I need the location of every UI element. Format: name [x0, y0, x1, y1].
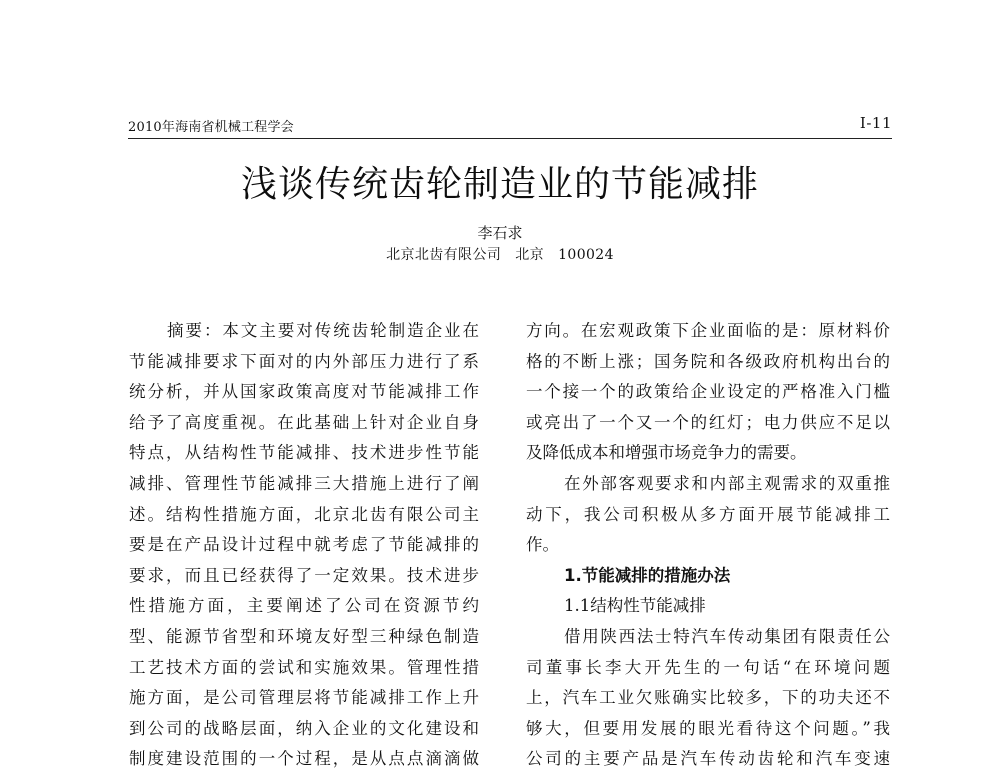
body-line: 在外部客观要求和内部主观需求的双重推	[564, 473, 890, 493]
abstract-line: 给予了高度重视。在此基础上针对企业自身	[129, 412, 479, 432]
abstract-line: 述。结构性措施方面，北京北齿有限公司主	[129, 504, 479, 524]
article-title: 浅谈传统齿轮制造业的节能减排	[240, 164, 759, 205]
abstract-line: 要求，而且已经获得了一定效果。技术进步	[129, 565, 479, 585]
body-line: 上，汽车工业欠账确实比较多，下的功夫还不	[526, 688, 890, 708]
running-header	[128, 112, 892, 139]
author-affiliation	[0, 244, 1000, 264]
abstract-line: 减排、管理性节能减排三大措施上进行了阐	[129, 473, 479, 493]
abstract-line: 施方面，是公司管理层将节能减排工作上升	[129, 688, 479, 708]
abstract-line: 摘要：本文主要对传统齿轮制造企业在	[167, 321, 479, 340]
journal-name: 2010年海南省机械工程学会	[128, 120, 294, 135]
abstract-line: 型、能源节省型和环境友好型三种绿色制造	[129, 626, 479, 646]
abstract-line: 统分析，并从国家政策高度对节能减排工作	[129, 382, 479, 402]
body-line: 格的不断上涨；国务院和各级政府机构出台的	[526, 351, 890, 371]
body-line: 够大，但要用发展的眼光看待这个问题。”我	[526, 718, 890, 738]
abstract-line: 工艺技术方面的尝试和实施效果。管理性措	[129, 657, 479, 677]
author-name: 李石求	[477, 224, 523, 242]
section-heading: 1.节能减排的措施办法	[564, 565, 731, 585]
affiliation-postcode: 100024	[558, 247, 614, 263]
body-line: 及降低成本和增强市场竞争力的需要。	[526, 443, 807, 463]
affiliation-org: 北京北齿有限公司	[386, 247, 502, 263]
abstract-line: 节能减排要求下面对的内外部压力进行了系	[129, 351, 479, 371]
right-column	[526, 316, 890, 775]
body-line: 方向。在宏观政策下企业面临的是：原材料价	[526, 321, 890, 340]
body-line: 动下，我公司积极从多方面开展节能减排工	[526, 504, 890, 524]
abstract-line: 到公司的战略层面，纳入企业的文化建设和	[129, 718, 479, 738]
body-line: 一个接一个的政策给企业设定的严格准入门槛	[526, 382, 890, 402]
body-line: 作。	[526, 535, 559, 555]
page-number: Ⅰ-11	[859, 114, 892, 132]
abstract-line: 制度建设范围的一个过程，是从点点滴滴做	[129, 749, 479, 769]
left-column	[129, 316, 479, 775]
abstract-line: 性措施方面，主要阐述了公司在资源节约	[129, 596, 479, 616]
body-line: 公司的主要产品是汽车传动齿轮和汽车变速	[526, 749, 890, 769]
subsection-heading: 1.1结构性节能减排	[564, 596, 706, 616]
body-line: 司董事长李大开先生的一句话“在环境问题	[526, 657, 890, 677]
body-line: 借用陕西法士特汽车传动集团有限责任公	[564, 626, 890, 646]
affiliation-city: 北京	[515, 247, 545, 263]
abstract-line: 特点，从结构性节能减排、技术进步性节能	[129, 443, 479, 463]
body-line: 或亮出了一个又一个的红灯；电力供应不足以	[526, 412, 890, 432]
abstract-line: 要是在产品设计过程中就考虑了节能减排的	[129, 535, 479, 555]
